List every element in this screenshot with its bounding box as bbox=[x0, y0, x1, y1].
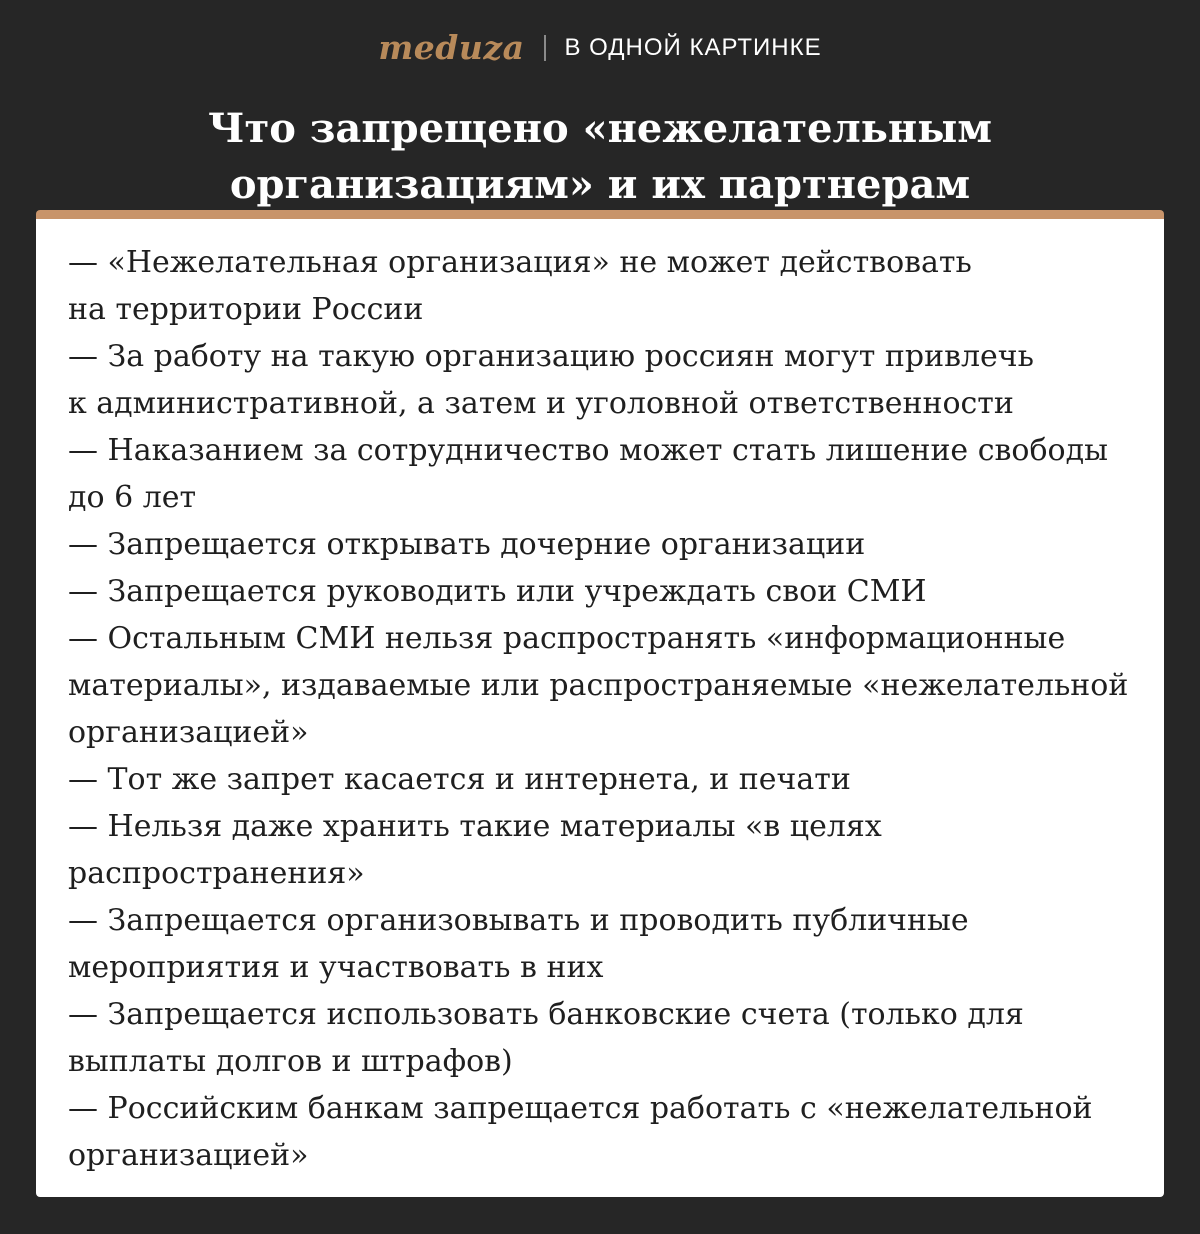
list-item bbox=[68, 239, 1132, 333]
list-item bbox=[68, 521, 1132, 568]
title-line-1: Что запрещено «нежелательным bbox=[207, 104, 993, 152]
list-item bbox=[68, 991, 1132, 1085]
list-item-line: — Остальным СМИ нельзя распространять «информационные bbox=[68, 621, 1066, 656]
list-item bbox=[68, 897, 1132, 991]
restrictions-list bbox=[36, 219, 1164, 1179]
list-item-line: распространения» bbox=[68, 856, 365, 891]
header-divider bbox=[544, 35, 546, 61]
list-item-line: — Запрещается руководить или учреждать свои СМИ bbox=[68, 574, 927, 609]
list-item-line: организацией» bbox=[68, 1138, 309, 1173]
meduza-logo[interactable]: meduza bbox=[378, 28, 525, 67]
list-item-line: к административной, а затем и уголовной ответственности bbox=[68, 386, 1014, 421]
list-item-line: на территории России bbox=[68, 292, 424, 327]
title-line-2: организациям» и их партнерам bbox=[229, 160, 971, 208]
list-item-line: — Наказанием за сотрудничество может стать лишение свободы bbox=[68, 433, 1108, 468]
list-item bbox=[68, 333, 1132, 427]
list-item-line: — Запрещается использовать банковские счета (только для bbox=[68, 997, 1024, 1032]
list-item-line: мероприятия и участвовать в них bbox=[68, 950, 604, 985]
list-item-line: до 6 лет bbox=[68, 480, 197, 515]
content-card bbox=[36, 210, 1164, 1197]
list-item-line: материалы», издаваемые или распространяемые «нежелательной bbox=[68, 668, 1129, 703]
list-item-line: — Российским банкам запрещается работать с «нежелательной bbox=[68, 1091, 1093, 1126]
header bbox=[0, 28, 1200, 68]
list-item-line: организацией» bbox=[68, 715, 309, 750]
list-item-line: выплаты долгов и штрафов) bbox=[68, 1044, 513, 1079]
list-item bbox=[68, 427, 1132, 521]
section-label[interactable]: В ОДНОЙ КАРТИНКЕ bbox=[564, 34, 822, 61]
list-item-line: — За работу на такую организацию россиян могут привлечь bbox=[68, 339, 1034, 374]
list-item bbox=[68, 615, 1132, 756]
list-item bbox=[68, 803, 1132, 897]
page-title bbox=[60, 101, 1140, 213]
list-item-line: — Запрещается организовывать и проводить публичные bbox=[68, 903, 969, 938]
list-item-line: — «Нежелательная организация» не может действовать bbox=[68, 245, 972, 280]
list-item bbox=[68, 1085, 1132, 1179]
list-item bbox=[68, 568, 1132, 615]
list-item-line: — Нельзя даже хранить такие материалы «в целях bbox=[68, 809, 882, 844]
list-item-line: — Тот же запрет касается и интернета, и печати bbox=[68, 762, 851, 797]
list-item bbox=[68, 756, 1132, 803]
list-item-line: — Запрещается открывать дочерние организации bbox=[68, 527, 866, 562]
